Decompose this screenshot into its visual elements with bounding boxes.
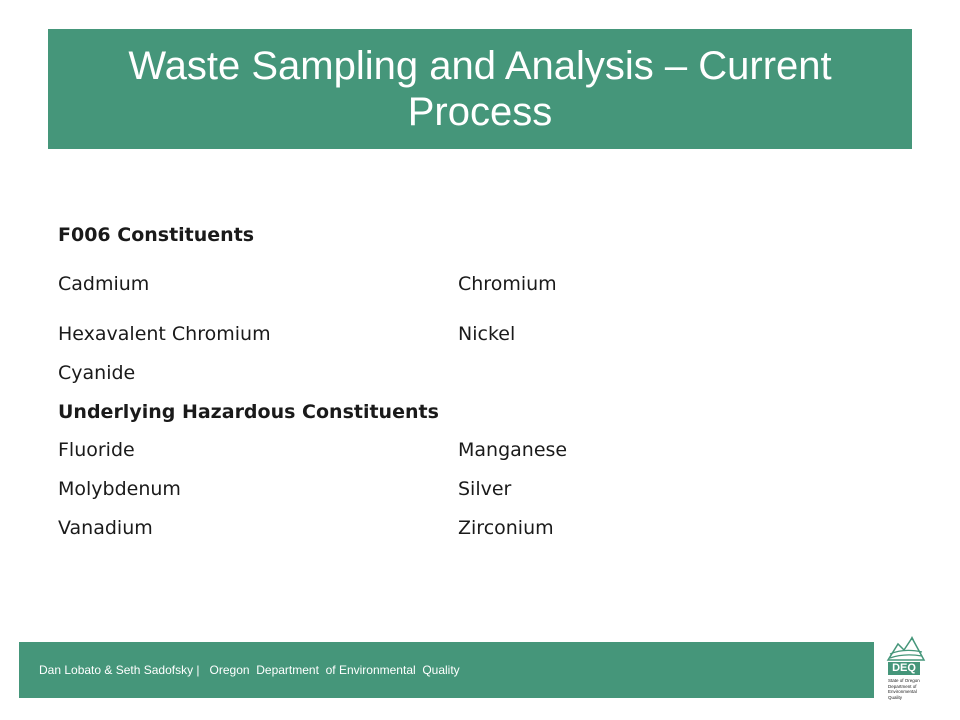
list-item: Chromium bbox=[458, 273, 557, 295]
deq-badge: DEQ bbox=[888, 662, 920, 675]
footer-bar bbox=[19, 642, 874, 698]
slide-title: Waste Sampling and Analysis – Current Process bbox=[128, 44, 832, 134]
list-item: Zirconium bbox=[458, 517, 554, 539]
list-item: Fluoride bbox=[58, 439, 135, 461]
list-item: Hexavalent Chromium bbox=[58, 323, 271, 345]
deq-logo bbox=[884, 630, 928, 710]
list-item: Cadmium bbox=[58, 273, 150, 295]
list-item: Vanadium bbox=[58, 517, 153, 539]
list-item: Silver bbox=[458, 478, 512, 500]
mountain-icon bbox=[884, 630, 928, 664]
footer-text: Dan Lobato & Seth Sadofsky | Oregon Department of Environmental Quality bbox=[39, 663, 460, 677]
list-item: Nickel bbox=[458, 323, 516, 345]
list-item: Cyanide bbox=[58, 362, 136, 384]
deq-caption: State of Oregon Department of Environmental Quality bbox=[888, 678, 920, 700]
section-heading-f006: F006 Constituents bbox=[58, 224, 255, 246]
list-item: Molybdenum bbox=[58, 478, 181, 500]
section-heading-uhc: Underlying Hazardous Constituents bbox=[58, 401, 439, 423]
list-item: Manganese bbox=[458, 439, 568, 461]
